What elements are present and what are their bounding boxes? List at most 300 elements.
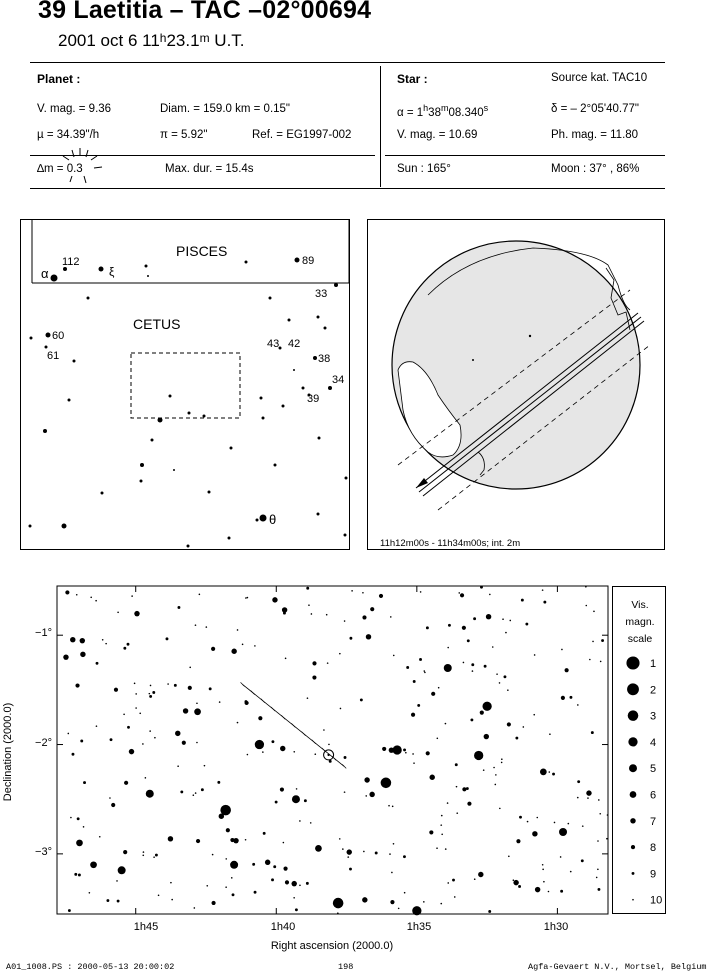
field-star bbox=[196, 742, 198, 744]
star-phmag: Ph. mag. = 11.80 bbox=[551, 129, 639, 141]
field-star bbox=[375, 852, 378, 855]
field-star bbox=[441, 815, 443, 817]
field-star bbox=[577, 797, 579, 799]
field-star bbox=[123, 850, 127, 854]
field-star bbox=[480, 711, 484, 715]
field-star bbox=[455, 763, 458, 766]
field-star bbox=[123, 714, 125, 716]
field-star bbox=[95, 600, 97, 602]
field-star bbox=[327, 662, 329, 664]
field-star bbox=[473, 617, 476, 620]
field-star bbox=[474, 878, 476, 880]
field-star bbox=[127, 643, 130, 646]
field-star bbox=[545, 771, 547, 773]
target-star bbox=[327, 754, 329, 756]
field-star bbox=[78, 874, 81, 877]
page-title: 39 Laetitia – TAC –02°00694 bbox=[38, 0, 372, 24]
field-star bbox=[293, 897, 295, 899]
planet-reference: Ref. = EG1997-002 bbox=[252, 129, 352, 141]
field-star bbox=[599, 813, 601, 815]
field-star bbox=[440, 824, 442, 826]
label-33: 33 bbox=[315, 288, 328, 300]
field-star bbox=[560, 890, 563, 893]
field-star bbox=[598, 799, 600, 801]
field-star bbox=[467, 802, 471, 806]
field-star bbox=[508, 855, 510, 857]
field-star bbox=[349, 868, 352, 871]
field-star bbox=[447, 647, 449, 649]
field-star bbox=[600, 661, 602, 663]
max-duration: Max. dur. = 15.4s bbox=[165, 163, 254, 175]
field-star bbox=[369, 792, 374, 797]
x-tick-1h35: 1h35 bbox=[406, 921, 432, 933]
field-star bbox=[89, 892, 91, 894]
x-tick-1h30: 1h30 bbox=[543, 921, 569, 933]
plot-frame bbox=[57, 586, 608, 914]
field-star bbox=[152, 691, 155, 694]
field-star bbox=[429, 775, 434, 780]
field-star bbox=[593, 611, 595, 613]
field-star bbox=[393, 843, 395, 845]
field-star bbox=[80, 638, 85, 643]
field-star bbox=[570, 696, 573, 699]
field-star bbox=[504, 675, 507, 678]
planet-vmag: V. mag. = 9.36 bbox=[37, 103, 112, 115]
field-star bbox=[139, 712, 141, 714]
field-star bbox=[177, 606, 180, 609]
field-star bbox=[548, 891, 550, 893]
field-star bbox=[501, 762, 503, 764]
field-star bbox=[83, 826, 85, 828]
field-star bbox=[542, 589, 544, 591]
field-star bbox=[447, 882, 449, 884]
event-time bbox=[58, 31, 245, 51]
field-star bbox=[96, 662, 99, 665]
field-star bbox=[390, 900, 394, 904]
minute-unit: m bbox=[199, 31, 210, 45]
field-star bbox=[90, 596, 92, 598]
main-star-chart bbox=[0, 580, 612, 973]
field-star bbox=[299, 820, 301, 822]
field-star bbox=[258, 716, 262, 720]
field-star bbox=[195, 624, 197, 626]
field-star bbox=[362, 615, 366, 619]
field-star bbox=[509, 620, 511, 622]
field-star bbox=[542, 869, 544, 871]
y-tick-3: −3° bbox=[35, 846, 52, 858]
field-star bbox=[470, 718, 473, 721]
x-tick-1h40: 1h40 bbox=[270, 921, 296, 933]
field-star bbox=[114, 688, 118, 692]
legend-dot bbox=[632, 872, 635, 875]
field-star bbox=[412, 753, 414, 755]
field-star bbox=[76, 840, 83, 847]
field-star bbox=[423, 670, 425, 672]
field-star bbox=[212, 854, 214, 856]
legend-label: 1 bbox=[650, 658, 657, 670]
field-star bbox=[254, 645, 256, 647]
label-60: 60 bbox=[52, 330, 65, 342]
field-star bbox=[499, 808, 501, 810]
field-star bbox=[124, 781, 128, 785]
legend-dot bbox=[632, 899, 634, 901]
field-star bbox=[482, 702, 491, 711]
field-star bbox=[96, 725, 98, 727]
field-star bbox=[606, 838, 608, 840]
field-star bbox=[196, 839, 200, 843]
field-star bbox=[204, 765, 206, 767]
field-star bbox=[280, 787, 284, 791]
constellation-cetus: CETUS bbox=[133, 316, 181, 332]
field-star bbox=[507, 722, 511, 726]
field-star bbox=[568, 823, 570, 825]
field-star bbox=[480, 586, 483, 589]
event-minutes: 23.1 bbox=[166, 31, 200, 50]
field-star bbox=[171, 899, 173, 901]
field-star bbox=[362, 592, 364, 594]
field-star bbox=[195, 792, 197, 794]
field-star bbox=[247, 597, 249, 599]
field-star bbox=[280, 746, 285, 751]
page-number: 198 bbox=[338, 962, 354, 972]
field-star bbox=[90, 861, 97, 868]
label-xi: ξ bbox=[109, 265, 115, 279]
y-axis-label: Declination (2000.0) bbox=[2, 702, 14, 802]
field-star bbox=[127, 726, 130, 729]
field-star bbox=[275, 801, 278, 804]
time-system: U.T. bbox=[209, 31, 245, 50]
field-star bbox=[445, 848, 447, 850]
field-star bbox=[167, 683, 169, 685]
field-star bbox=[342, 848, 344, 850]
label-89: 89 bbox=[302, 255, 315, 267]
field-star bbox=[328, 744, 330, 746]
field-star bbox=[458, 592, 460, 594]
field-star bbox=[212, 901, 216, 905]
field-star bbox=[437, 737, 439, 739]
field-star bbox=[462, 626, 466, 630]
field-star bbox=[601, 639, 604, 642]
legend-dot bbox=[628, 710, 639, 721]
field-star bbox=[363, 851, 365, 853]
field-star bbox=[452, 879, 455, 882]
field-star bbox=[532, 831, 537, 836]
y-tick-1: −1° bbox=[35, 627, 52, 639]
field-star bbox=[382, 747, 386, 751]
field-star bbox=[598, 888, 601, 891]
field-star bbox=[299, 884, 301, 886]
field-star bbox=[513, 880, 518, 885]
field-star bbox=[390, 616, 392, 618]
field-star bbox=[403, 855, 406, 858]
field-star bbox=[456, 786, 458, 788]
field-star bbox=[70, 817, 72, 819]
field-star bbox=[306, 882, 309, 885]
field-star bbox=[513, 879, 515, 881]
field-star bbox=[245, 839, 247, 841]
field-star bbox=[70, 637, 75, 642]
field-star bbox=[111, 803, 115, 807]
event-date: 2001 oct 6 11 bbox=[58, 31, 160, 50]
field-star bbox=[175, 731, 180, 736]
field-star bbox=[403, 748, 406, 751]
field-star bbox=[447, 802, 449, 804]
field-star bbox=[543, 881, 545, 883]
field-star bbox=[106, 899, 109, 902]
field-star bbox=[366, 634, 371, 639]
delta-magnitude: ∆m = 0.3 bbox=[37, 163, 83, 175]
field-star bbox=[492, 646, 494, 648]
field-star bbox=[199, 594, 201, 596]
field-star bbox=[543, 601, 546, 604]
field-star bbox=[170, 882, 172, 884]
field-star bbox=[460, 593, 464, 597]
star-heading: Star : bbox=[397, 72, 428, 86]
field-star bbox=[391, 872, 393, 874]
field-star bbox=[72, 753, 75, 756]
legend-dot bbox=[628, 737, 637, 746]
legend-dot bbox=[629, 764, 637, 772]
field-star bbox=[183, 708, 188, 713]
field-star bbox=[362, 897, 367, 902]
field-star bbox=[80, 740, 83, 743]
field-star bbox=[505, 632, 507, 634]
field-star bbox=[149, 730, 151, 732]
field-star bbox=[424, 672, 426, 674]
field-star bbox=[570, 871, 572, 873]
star-declination: δ = – 2°05'40.77" bbox=[551, 103, 639, 115]
field-star bbox=[188, 686, 192, 690]
globe-caption: 11h12m00s - 11h34m00s; int. 2m bbox=[380, 538, 521, 549]
field-star bbox=[347, 849, 352, 854]
field-star bbox=[552, 773, 555, 776]
field-star bbox=[474, 751, 483, 760]
field-star bbox=[502, 618, 504, 620]
field-star bbox=[438, 687, 440, 689]
field-star bbox=[585, 586, 587, 588]
field-star bbox=[263, 832, 266, 835]
label-theta: θ bbox=[269, 512, 277, 527]
field-star bbox=[102, 639, 104, 641]
field-star bbox=[219, 701, 221, 703]
field-star bbox=[344, 620, 346, 622]
field-star bbox=[436, 847, 438, 849]
field-star bbox=[154, 737, 156, 739]
x-tick-1h45: 1h45 bbox=[133, 921, 159, 933]
field-star bbox=[245, 701, 249, 705]
field-star bbox=[577, 780, 580, 783]
field-star bbox=[521, 599, 524, 602]
publisher: Agfa-Gevaert N.V., Mortsel, Belgium bbox=[528, 962, 707, 972]
field-star bbox=[306, 587, 309, 590]
field-star bbox=[349, 637, 352, 640]
field-star bbox=[83, 781, 86, 784]
field-star bbox=[308, 604, 310, 606]
field-star bbox=[597, 868, 599, 870]
field-star bbox=[105, 643, 107, 645]
sun-elongation: Sun : 165° bbox=[397, 163, 451, 175]
field-star bbox=[483, 769, 485, 771]
field-star bbox=[311, 613, 313, 615]
field-star bbox=[153, 856, 155, 858]
field-star bbox=[196, 702, 198, 704]
star-alpha bbox=[51, 275, 58, 282]
label-61: 61 bbox=[47, 350, 60, 362]
legend-dot bbox=[627, 683, 639, 695]
planet-parallax: π = 5.92" bbox=[160, 129, 208, 141]
field-star bbox=[489, 594, 491, 596]
field-star bbox=[231, 877, 233, 879]
field-star bbox=[80, 652, 85, 657]
legend-title-line1: Vis. bbox=[631, 599, 649, 611]
field-star bbox=[110, 738, 113, 741]
field-star bbox=[142, 743, 144, 745]
field-star bbox=[423, 901, 425, 903]
field-star bbox=[549, 733, 551, 735]
field-star bbox=[406, 666, 409, 669]
label-39: 39 bbox=[307, 393, 320, 405]
field-star bbox=[177, 765, 179, 767]
field-star bbox=[123, 647, 126, 650]
field-star bbox=[454, 896, 456, 898]
hour-unit: h bbox=[159, 31, 167, 45]
field-star bbox=[426, 626, 429, 629]
field-star bbox=[561, 696, 565, 700]
field-star bbox=[307, 697, 309, 699]
field-star bbox=[129, 749, 134, 754]
field-star bbox=[194, 907, 196, 909]
field-star bbox=[237, 629, 239, 631]
legend-label: 6 bbox=[650, 789, 657, 802]
field-star bbox=[310, 822, 312, 824]
field-star bbox=[507, 689, 509, 691]
field-star bbox=[326, 614, 328, 616]
field-star bbox=[149, 693, 151, 695]
x-axis-label: Right ascension (2000.0) bbox=[270, 940, 394, 952]
field-star bbox=[232, 893, 235, 896]
field-star bbox=[587, 797, 589, 799]
field-star bbox=[344, 791, 346, 793]
field-star bbox=[471, 663, 474, 666]
field-star bbox=[393, 655, 395, 657]
field-star bbox=[109, 797, 111, 799]
field-star bbox=[122, 868, 125, 871]
field-star bbox=[448, 624, 451, 627]
field-star bbox=[285, 658, 287, 660]
field-star bbox=[589, 659, 591, 661]
field-star bbox=[398, 908, 400, 910]
field-star bbox=[351, 590, 353, 592]
field-star bbox=[488, 910, 491, 913]
planet-motion: µ = 34.39"/h bbox=[37, 129, 100, 141]
field-star bbox=[596, 877, 598, 879]
field-star bbox=[295, 908, 298, 911]
field-star bbox=[255, 740, 264, 749]
field-star bbox=[304, 799, 307, 802]
field-star bbox=[337, 912, 339, 914]
field-star bbox=[411, 713, 415, 717]
label-112: 112 bbox=[62, 256, 80, 268]
legend-title-line2: magn. bbox=[625, 616, 655, 628]
field-star bbox=[388, 805, 390, 807]
field-star bbox=[381, 778, 392, 789]
field-star bbox=[554, 822, 556, 824]
field-star bbox=[155, 854, 158, 857]
field-star bbox=[149, 695, 152, 698]
field-star bbox=[525, 623, 528, 626]
field-star bbox=[217, 781, 220, 784]
field-star bbox=[99, 836, 101, 838]
star-source-catalog: Source kat. TAC10 bbox=[551, 72, 648, 84]
field-star bbox=[592, 641, 594, 643]
field-star bbox=[242, 644, 244, 646]
planet-heading: Planet : bbox=[37, 72, 81, 86]
field-star bbox=[146, 790, 154, 798]
field-star bbox=[254, 891, 257, 894]
field-star bbox=[429, 830, 433, 834]
legend-dot bbox=[630, 791, 637, 798]
field-star bbox=[420, 591, 422, 593]
field-star bbox=[323, 729, 325, 731]
legend-title-line3: scale bbox=[627, 633, 653, 645]
legend-dot bbox=[630, 818, 635, 823]
field-star bbox=[340, 708, 342, 710]
label-43: 43 bbox=[267, 338, 280, 350]
field-star bbox=[283, 867, 287, 871]
field-star bbox=[193, 794, 195, 796]
field-star bbox=[315, 845, 322, 852]
field-star bbox=[412, 906, 421, 915]
field-star bbox=[116, 880, 118, 882]
field-star bbox=[143, 851, 145, 853]
field-star bbox=[75, 683, 79, 687]
field-star bbox=[180, 790, 183, 793]
field-star bbox=[559, 828, 567, 836]
field-star bbox=[586, 790, 591, 795]
field-star bbox=[445, 723, 447, 725]
field-star bbox=[296, 788, 298, 790]
field-star bbox=[247, 754, 249, 756]
moon-info: Moon : 37° , 86% bbox=[551, 163, 640, 175]
field-star bbox=[174, 684, 177, 687]
flash-icon bbox=[58, 146, 106, 188]
field-star bbox=[577, 704, 579, 706]
legend-label: 10 bbox=[650, 894, 663, 907]
field-star bbox=[226, 828, 230, 832]
field-star bbox=[182, 741, 186, 745]
star-right-ascension: $\alpha = 1^h38^m08.340^s$ bbox=[397, 103, 489, 119]
field-star bbox=[597, 840, 599, 842]
field-star bbox=[523, 726, 525, 728]
field-star bbox=[535, 887, 540, 892]
field-star bbox=[231, 649, 236, 654]
field-star bbox=[339, 653, 341, 655]
field-star bbox=[145, 777, 147, 779]
field-star bbox=[245, 597, 247, 599]
field-star bbox=[65, 590, 69, 594]
legend-label: 9 bbox=[650, 868, 657, 881]
field-star bbox=[273, 865, 276, 868]
field-star bbox=[542, 864, 544, 866]
field-star bbox=[117, 611, 119, 613]
field-star bbox=[314, 753, 316, 755]
field-star bbox=[194, 708, 201, 715]
field-star bbox=[607, 814, 609, 816]
field-star bbox=[519, 816, 522, 819]
field-star bbox=[283, 842, 285, 844]
field-star bbox=[211, 647, 215, 651]
field-star bbox=[518, 885, 521, 888]
